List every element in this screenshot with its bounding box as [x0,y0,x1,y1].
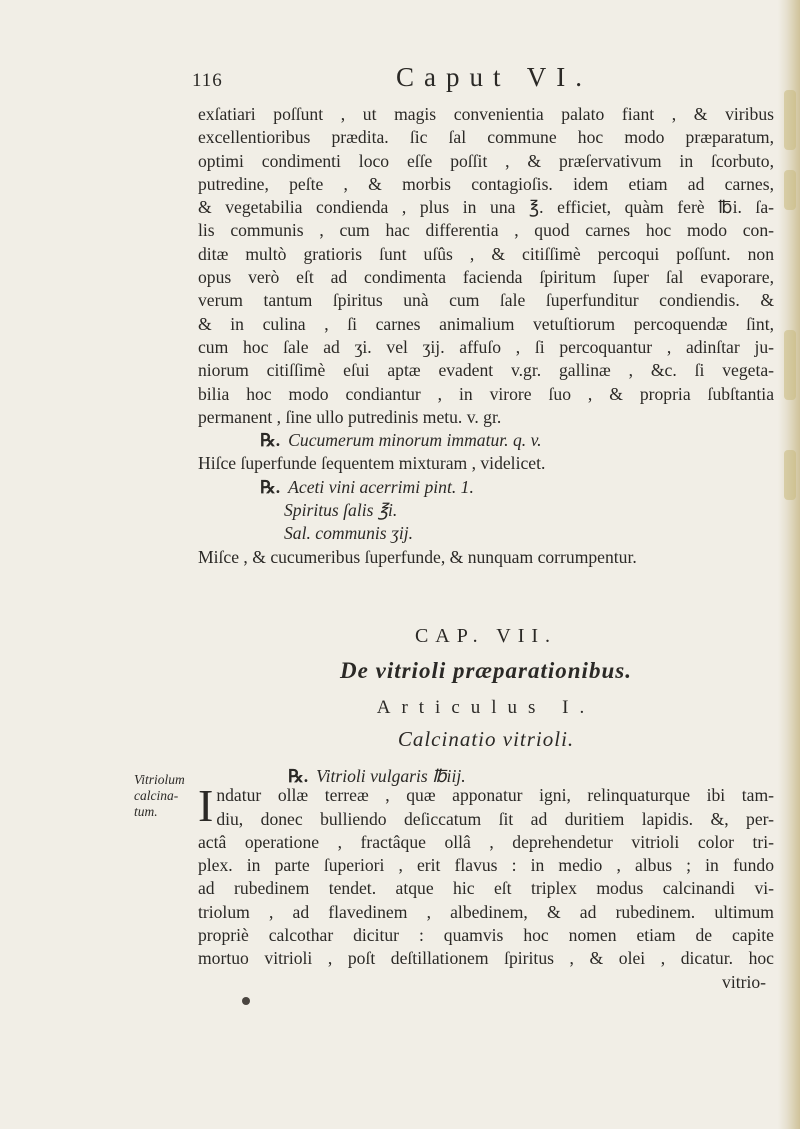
page-edge-binding [778,0,800,1129]
text-line: actâ operatione , fractâque ollâ , deprehendetur vitrioli color tri- [198,831,774,852]
recipe-intro [198,429,774,452]
text-line: bilia hoc modo condiantur , in virore ſuo , & propria ſubſtantia [198,383,774,404]
text-line: putredine, peſte , & morbis contagioſis. idem etiam ad carnes, [198,173,774,194]
recipe-item [198,476,774,499]
recipe-text: Cucumerum minorum immatur. q. v. [288,430,542,451]
text-line: ndatur ollæ terreæ , quæ apponatur igni, relinquaturque ibi tam- [216,785,774,806]
chapter-heading: CAP. VII. [414,625,558,647]
text-line: cum hoc ſale ad ʒi. vel ʒij. affuſo , ſi percoquantur , adinſtar ju- [198,336,774,357]
recipe-text: Vitrioli vulgaris ℔iij. [316,766,466,786]
section-one-text [198,103,774,569]
edge-stain [784,330,796,400]
recipe-text: Sal. communis ʒij. [284,523,414,544]
text-line: ad rubedinem tendet. atque hic eſt triplex modus calcinandi vi- [198,878,774,899]
text-line: & vegetabilia condienda , plus in una ℥. efficiet, quàm ferè ℔i. ſa- [198,197,774,218]
chapter-subtitle: De vitrioli præparationibus. [340,658,632,683]
text-line: niorum citiſſimè eſui aptæ evadent v.gr. gallinæ , &c. ſi vegeta- [198,360,774,381]
ink-spot [242,997,250,1005]
margin-note: Vitriolum calcina-tum. [134,772,185,819]
text-line: permanent , ſine ullo putredinis metu. v. gr. [198,406,502,427]
page-header [192,62,772,98]
edge-stain [784,450,796,500]
catchword: vitrio- [722,971,766,992]
text-line: opus verò eſt ad condimenta facienda ſpiritum ſuper ſal evaporare, [198,267,774,288]
text-line: Miſce , & cucumeribus ſuperfunde, & nunquam corrumpentur. [198,546,637,567]
article-heading: Articulus I. [376,697,596,718]
recipe-text: Spiritus ſalis ℥i. [284,500,398,521]
recipe-item [198,499,774,522]
recipe-text: Aceti vini acerrimi pint. 1. [288,476,474,497]
recipe-item [198,522,774,545]
drop-cap: I [198,780,214,832]
text-line: lis communis , cum hac differentia , quod carnes hoc modo con- [198,220,774,241]
text-line: ditæ multò gratioris ſunt uſûs , & citiſſimè percoqui poſſunt. non [198,243,774,264]
article-title: Calcinatio vitrioli. [397,727,575,751]
recipe-symbol: ℞. [288,766,309,786]
text-line: & in culina , ſi carnes animalium vetuſtiorum percoquendæ ſint, [198,313,774,334]
edge-stain [784,170,796,210]
text-line: diu, donec bulliendo deſiccatum ſit ad duritiem lapidis. &, per- [216,808,774,829]
text-line: Hiſce ſuperfunde ſequentem mixturam , videlicet. [198,453,546,474]
text-line: excellentioribus prædita. ſic ſal commune hoc modo præparatum, [198,127,774,148]
page-number: 116 [192,70,223,91]
text-line: optimi condimenti loco eſſe poſſit , & præſervativum in ſcorbuto, [198,150,774,171]
text-line: exſatiari poſſunt , ut magis convenientia palato fiant , & viribus [198,104,774,124]
edge-stain [784,90,796,150]
text-line: plex. in parte ſuperiori , erit flavus : in medio , albus ; in fundo [198,855,774,876]
text-line: propriè calcothar dicitur : quamvis hoc nomen etiam de capite [198,925,774,946]
text-line: triolum , ad flavedinem , albedinem, & ad rubedinem. ultimum [198,901,774,922]
section-two-text [198,766,774,994]
recipe-symbol: ℞. [260,430,281,451]
recipe-symbol: ℞. [260,476,281,497]
text-line: verum tantum ſpiritus unà cum ſale ſuperfunditur condiendis. & [198,290,774,311]
running-title: Caput VI. [396,62,592,92]
text-line: mortuo vitrioli , poſt deſtillationem ſpiritus , & olei , dicatur. hoc [198,948,774,969]
